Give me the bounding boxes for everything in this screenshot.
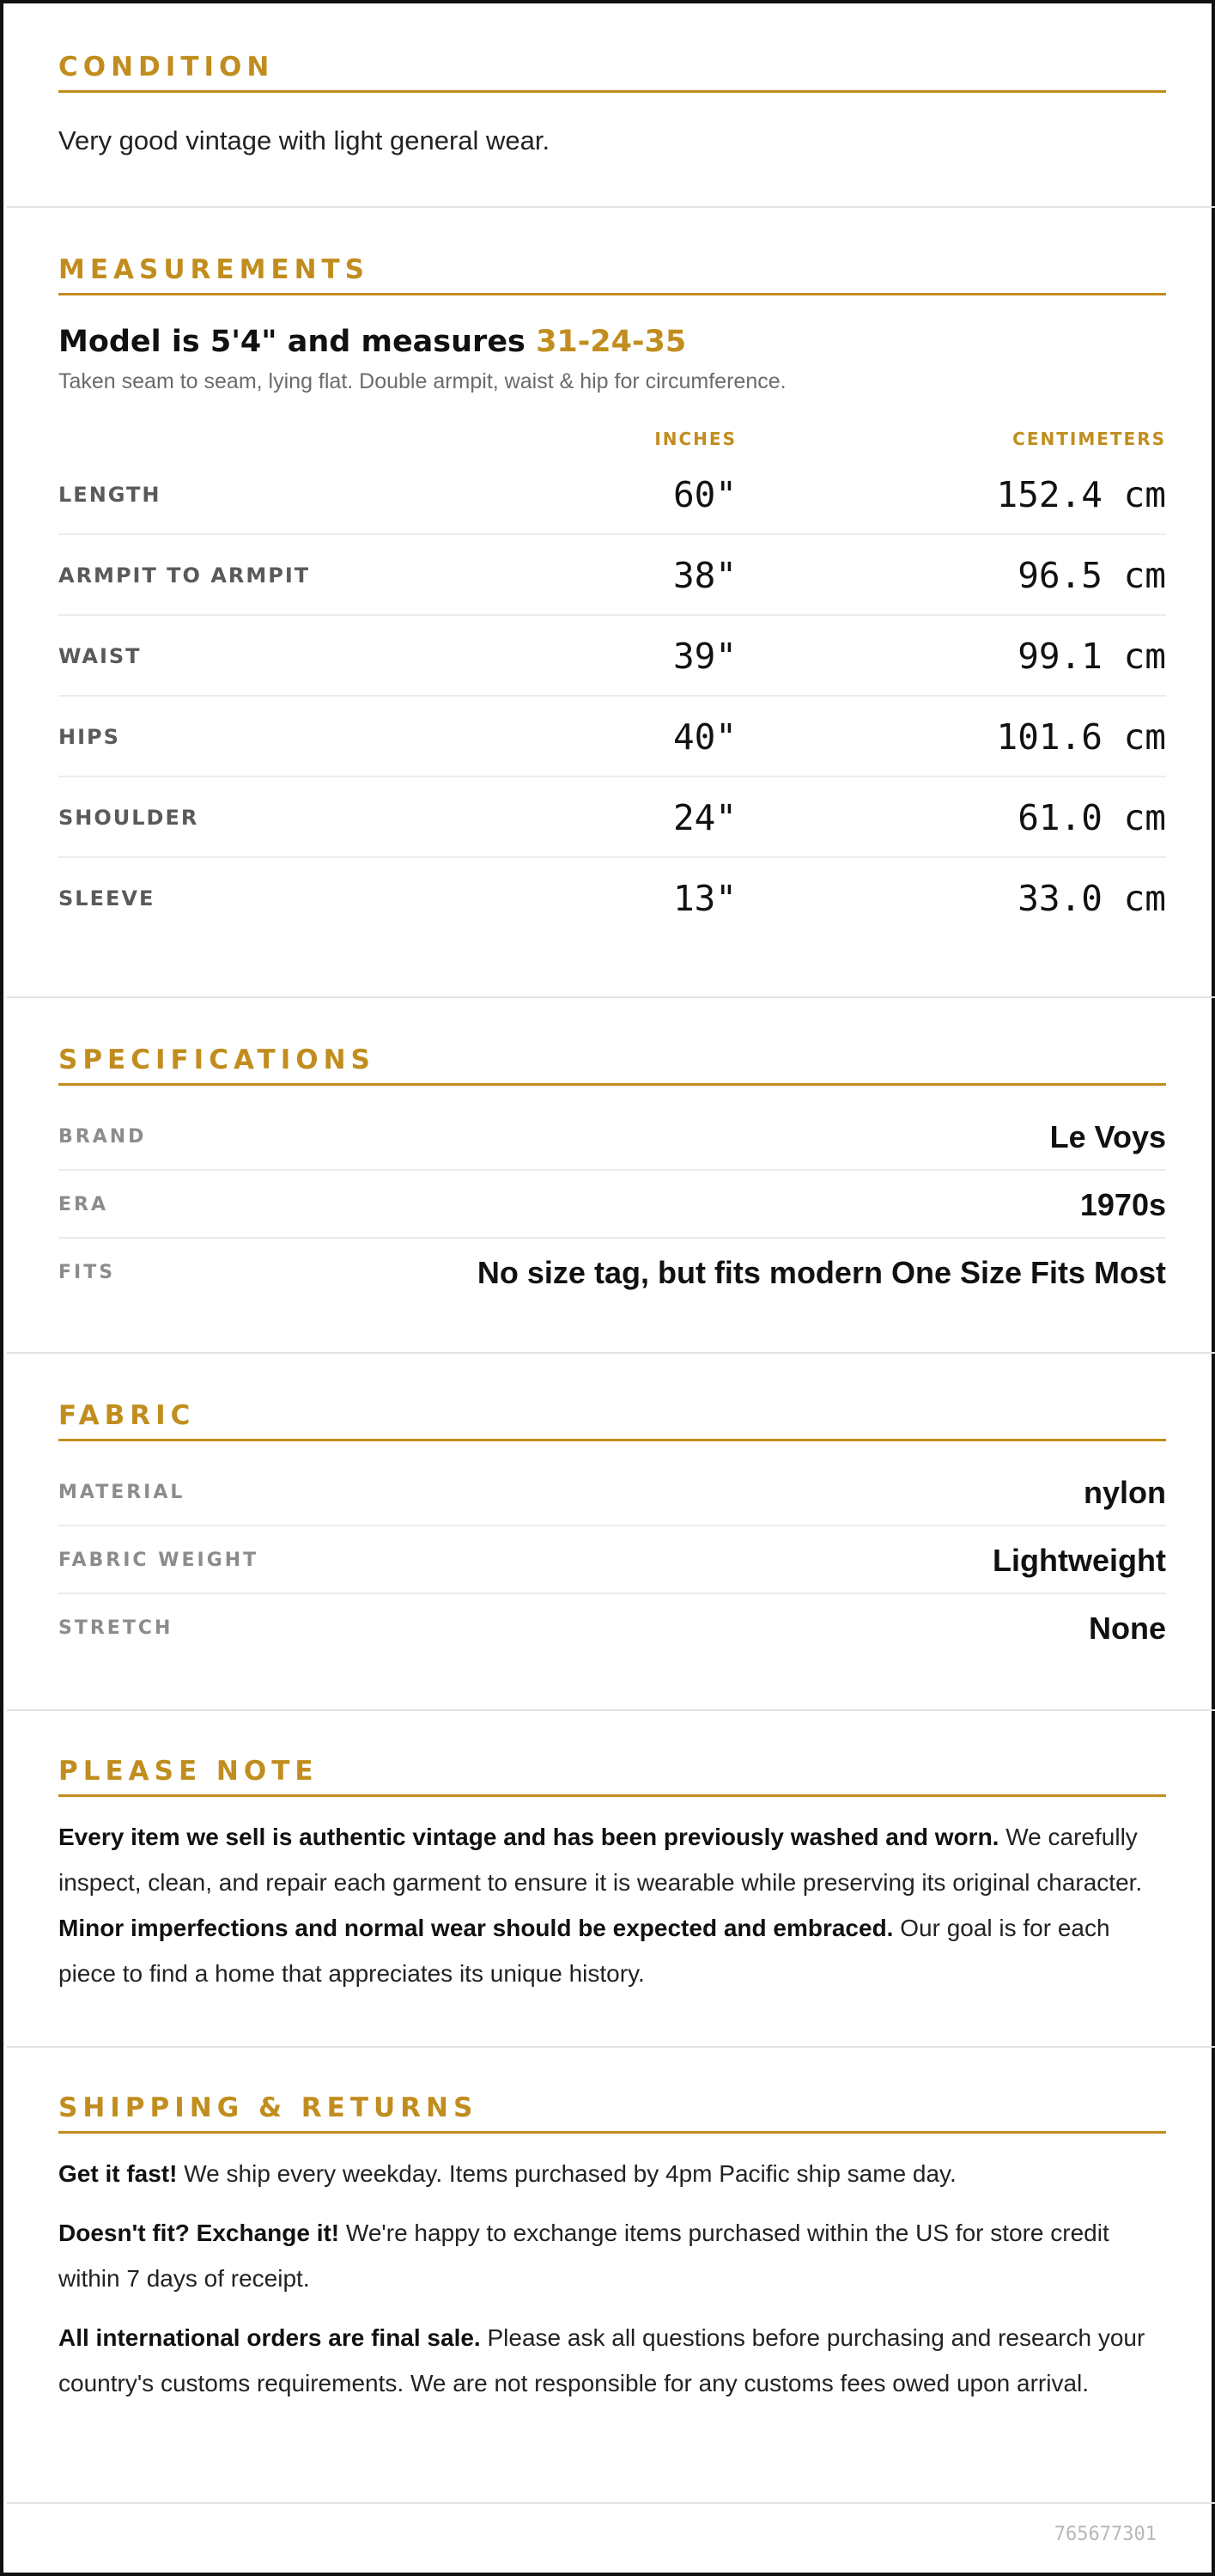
please-note-section bbox=[7, 1711, 1215, 2048]
measurement-row bbox=[58, 858, 1166, 939]
model-measures-value: 31-24-35 bbox=[536, 325, 687, 359]
shipping-text-1: We ship every weekday. Items purchased by 4pm Pacific ship same day. bbox=[177, 2160, 957, 2187]
spec-label: FITS bbox=[58, 1262, 116, 1283]
model-measures-prefix: Model is 5'4" and measures bbox=[58, 325, 537, 359]
measurement-inches: 60" bbox=[672, 474, 737, 515]
spec-label: FABRIC WEIGHT bbox=[58, 1550, 259, 1571]
spec-value: None bbox=[1089, 1611, 1166, 1646]
spec-value: 1970s bbox=[1079, 1187, 1166, 1222]
shipping-bold-2: Doesn't fit? Exchange it! bbox=[58, 2220, 340, 2246]
measurement-inches: 40" bbox=[672, 716, 737, 758]
shipping-bold-3: All international orders are final sale. bbox=[58, 2324, 481, 2351]
measurement-cm: 152.4 cm bbox=[996, 474, 1166, 515]
please-note-text-2: Our goal is for each piece to find a home that appreciates its unique history. bbox=[58, 1915, 1110, 1987]
measurements-heading: MEASUREMENTS bbox=[58, 251, 1166, 295]
measurement-cm: 33.0 cm bbox=[1018, 878, 1166, 919]
fabric-row-weight bbox=[58, 1526, 1166, 1594]
measurement-label: SLEEVE bbox=[58, 886, 155, 910]
fabric-section bbox=[7, 1354, 1215, 1711]
please-note-text bbox=[58, 1814, 1166, 1996]
measurement-cm: 61.0 cm bbox=[1018, 797, 1166, 838]
spec-row-era bbox=[58, 1171, 1166, 1239]
shipping-heading: SHIPPING & RETURNS bbox=[58, 2089, 1166, 2134]
please-note-heading: PLEASE NOTE bbox=[58, 1752, 1166, 1797]
specifications-section bbox=[7, 998, 1215, 1354]
measurement-row bbox=[58, 535, 1166, 616]
fabric-row-stretch bbox=[58, 1594, 1166, 1662]
measurement-inches: 38" bbox=[672, 555, 737, 596]
shipping-text-2: We're happy to exchange items purchased within the US for store credit within 7 days of receipt. bbox=[58, 2220, 1109, 2292]
measurement-cm: 101.6 cm bbox=[996, 716, 1166, 758]
spec-value: nylon bbox=[1084, 1475, 1166, 1510]
spec-label: MATERIAL bbox=[58, 1482, 185, 1503]
measurements-table bbox=[58, 429, 1166, 927]
fabric-heading: FABRIC bbox=[58, 1397, 1166, 1441]
measurements-section bbox=[7, 208, 1215, 998]
shipping-paragraph-2 bbox=[58, 2210, 1166, 2301]
measurement-label: LENGTH bbox=[58, 483, 161, 507]
shipping-paragraph-1 bbox=[58, 2151, 1166, 2196]
measurement-label: SHOULDER bbox=[58, 806, 199, 830]
spec-value: Le Voys bbox=[1049, 1119, 1166, 1154]
measurement-inches: 39" bbox=[672, 636, 737, 677]
measurement-label: ARMPIT TO ARMPIT bbox=[58, 563, 311, 588]
spec-label: BRAND bbox=[58, 1126, 147, 1148]
specifications-list bbox=[58, 1103, 1166, 1309]
shipping-text-3: Please ask all questions before purchasing and research your country's customs requirements. We are not responsible for any customs fees owed upon arrival. bbox=[58, 2324, 1145, 2396]
product-code: 765677301 bbox=[1054, 2524, 1157, 2545]
measurement-row bbox=[58, 616, 1166, 697]
column-header-centimeters: CENTIMETERS bbox=[1012, 429, 1166, 449]
condition-section bbox=[7, 3, 1215, 208]
spec-row-brand bbox=[58, 1103, 1166, 1171]
condition-heading: CONDITION bbox=[58, 48, 1166, 93]
specifications-heading: SPECIFICATIONS bbox=[58, 1041, 1166, 1086]
measurements-note: Taken seam to seam, lying flat. Double armpit, waist & hip for circumference. bbox=[58, 369, 787, 393]
condition-text: Very good vintage with light general wear. bbox=[58, 125, 550, 155]
measurement-inches: 24" bbox=[672, 797, 737, 838]
please-note-bold-1: Every item we sell is authentic vintage and has been previously washed and worn. bbox=[58, 1824, 999, 1850]
shipping-paragraph-3 bbox=[58, 2315, 1166, 2406]
please-note-text-1: We carefully inspect, clean, and repair each garment to ensure it is wearable while preserving its original character. bbox=[58, 1824, 1143, 1896]
measurement-row bbox=[58, 454, 1166, 535]
measurement-row bbox=[58, 697, 1166, 777]
measurement-label: HIPS bbox=[58, 725, 120, 749]
measurement-inches: 13" bbox=[672, 878, 737, 919]
fabric-list bbox=[58, 1459, 1166, 1665]
model-measures-line bbox=[58, 325, 1166, 359]
spec-label: STRETCH bbox=[58, 1617, 173, 1639]
spec-row-fits bbox=[58, 1239, 1166, 1306]
shipping-bold-1: Get it fast! bbox=[58, 2160, 178, 2187]
fabric-row-material bbox=[58, 1459, 1166, 1526]
spec-value: Lightweight bbox=[993, 1543, 1166, 1578]
spec-label: ERA bbox=[58, 1194, 108, 1215]
measurement-cm: 96.5 cm bbox=[1018, 555, 1166, 596]
spec-value: No size tag, but fits modern One Size Fits Most bbox=[477, 1255, 1166, 1290]
measurement-row bbox=[58, 777, 1166, 858]
measurement-cm: 99.1 cm bbox=[1018, 636, 1166, 677]
measurement-label: WAIST bbox=[58, 644, 142, 668]
please-note-bold-2: Minor imperfections and normal wear should be expected and embraced. bbox=[58, 1915, 894, 1941]
shipping-section bbox=[7, 2048, 1215, 2504]
column-header-inches: INCHES bbox=[654, 429, 737, 449]
